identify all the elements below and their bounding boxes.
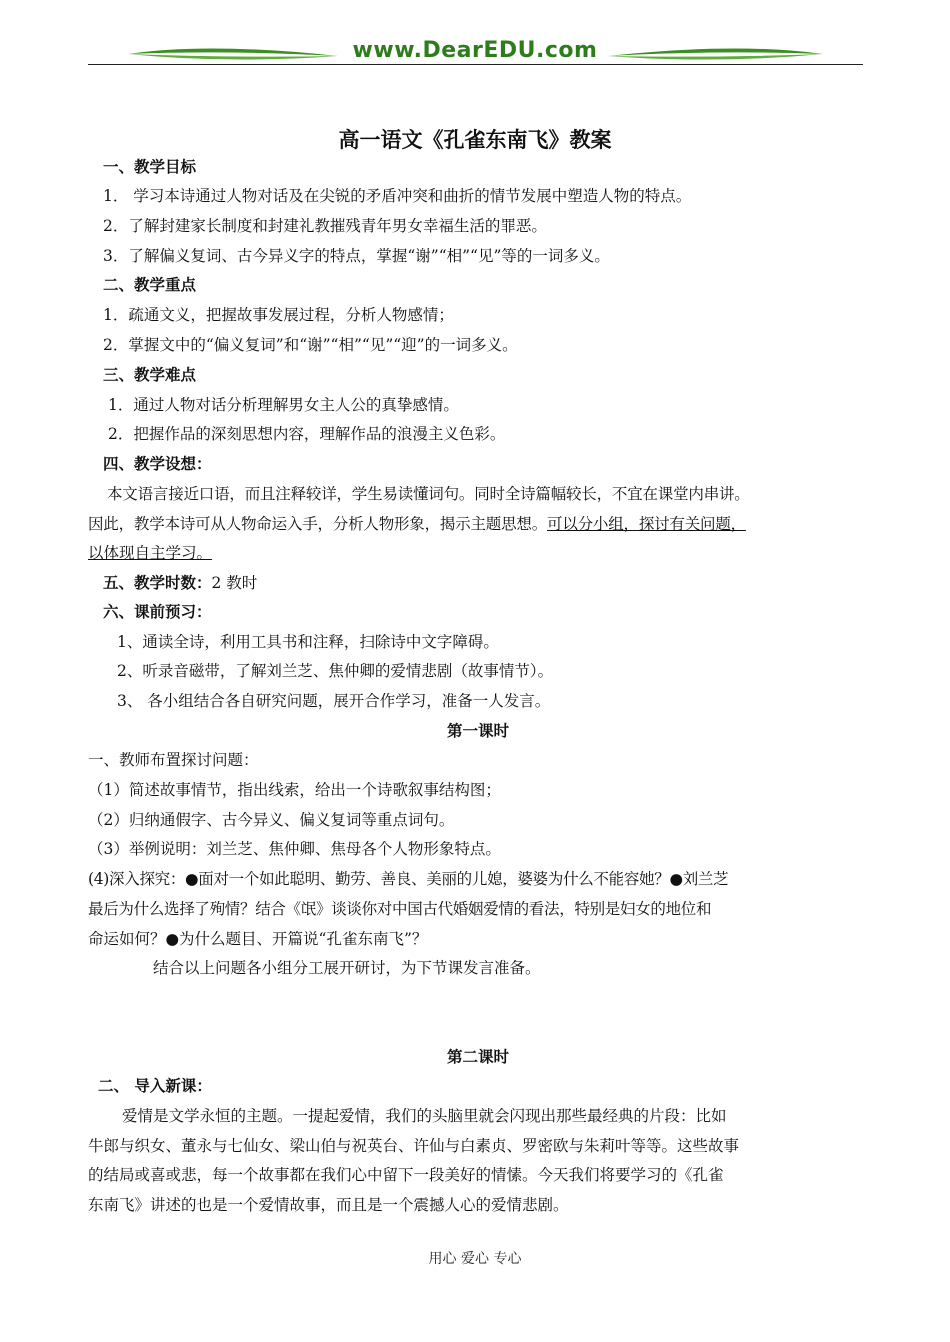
document-title: 高一语文《孔雀东南飞》教案 [338, 127, 612, 152]
section-1-item: 1． 学习本诗通过人物对话及在尖锐的矛盾冲突和曲折的情节发展中塑造人物的特点。 [103, 187, 692, 205]
lesson-1-heading: 第一课时 [446, 721, 509, 740]
section-6-item: 2、听录音磁带，了解刘兰芝、焦仲卿的爱情悲剧（故事情节）。 [117, 662, 554, 680]
section-4-heading: 四、教学设想： [103, 454, 212, 473]
site-logo-text: www.DearEDU.com [352, 38, 598, 63]
section-1-item: 2．了解封建家长制度和封建礼教摧残青年男女幸福生活的罪恶。 [103, 217, 547, 235]
lesson-1-question-cont: 最后为什么选择了殉情？结合《氓》谈谈你对中国古代婚姻爱情的看法，特别是妇女的地位和 [88, 900, 712, 918]
page-footer: 用心 爱心 专心 [428, 1251, 522, 1267]
section-2-item: 2．掌握文中的“偏义复词”和“谢”“相”“见”“迎”的一词多义。 [103, 336, 518, 354]
section-3-heading: 三、教学难点 [103, 365, 197, 384]
section-3-item: 2．把握作品的深刻思想内容，理解作品的浪漫主义色彩。 [108, 425, 506, 443]
lesson-2-subheading: 二、 导入新课： [98, 1076, 212, 1095]
lesson-2-paragraph: 爱情是文学永恒的主题。一提起爱情，我们的头脑里就会闪现出那些最经典的片段：比如 [122, 1107, 727, 1125]
section-1-heading: 一、教学目标 [103, 157, 197, 176]
section-4-underlined-text: 以体现自主学习。 [88, 544, 213, 562]
header-rule [88, 64, 863, 65]
lesson-1-question: （3）举例说明：刘兰芝、焦仲卿、焦母各个人物形象特点。 [88, 840, 501, 858]
lesson-2-paragraph: 东南飞》讲述的也是一个爱情故事，而且是一个震撼人心的爱情悲剧。 [88, 1196, 569, 1214]
section-6-heading: 六、课前预习： [103, 602, 212, 621]
lesson-2-paragraph: 牛郎与织女、董永与七仙女、梁山伯与祝英台、许仙与白素贞、罗密欧与朱莉叶等等。这些故事 [88, 1137, 740, 1155]
section-1-item: 3．了解偏义复词、古今异义字的特点，掌握“谢”“相”“见”等的一词多义。 [103, 247, 610, 265]
lesson-1-question: （2）归纳通假字、古今异义、偏义复词等重点词句。 [88, 811, 455, 829]
lesson-1-question: （1）简述故事情节，指出线索，给出一个诗歌叙事结构图； [88, 781, 501, 799]
lesson-2-paragraph: 的结局或喜或悲，每一个故事都在我们心中留下一段美好的情愫。今天我们将要学习的《孔雀 [88, 1166, 724, 1184]
lesson-1-closing: 结合以上问题各小组分工展开研讨，为下节课发言准备。 [153, 959, 541, 977]
section-5-value: 2 教时 [211, 574, 258, 592]
section-6-item: 3、 各小组结合各自研究问题，展开合作学习，准备一人发言。 [117, 692, 551, 710]
section-4-underlined-text: 可以分小组，探讨有关问题， [547, 515, 746, 533]
section-5 [103, 573, 883, 593]
section-2-item: 1．疏通文义，把握故事发展过程，分析人物感情； [103, 306, 454, 324]
lesson-1-question: (4)深入探究：●面对一个如此聪明、勤劳、善良、美丽的儿媳，婆婆为什么不能容她？●刘兰芝 [88, 870, 729, 888]
lesson-2-heading: 第二课时 [446, 1047, 509, 1066]
section-3-item: 1．通过人物对话分析理解男女主人公的真挚感情。 [108, 396, 459, 414]
section-6-item: 1、通读全诗，利用工具书和注释，扫除诗中文字障碍。 [117, 633, 499, 651]
section-2-heading: 二、教学重点 [103, 275, 197, 294]
section-5-heading: 五、教学时数： [103, 573, 212, 592]
section-4-paragraph-end [88, 543, 868, 563]
section-4-paragraph: 本文语言接近口语，而且注释较详，学生易读懂词句。同时全诗篇幅较长，不宜在课堂内串讲。 [107, 485, 750, 503]
section-4-paragraph [88, 514, 868, 534]
section-4-text: 因此，教学本诗可从人物命运入手，分析人物形象，揭示主题思想。 [88, 515, 548, 533]
lesson-1-question-cont: 命运如何？●为什么题目、开篇说“孔雀东南飞”？ [88, 930, 428, 948]
lesson-1-intro: 一、教师布置探讨问题： [88, 751, 259, 769]
